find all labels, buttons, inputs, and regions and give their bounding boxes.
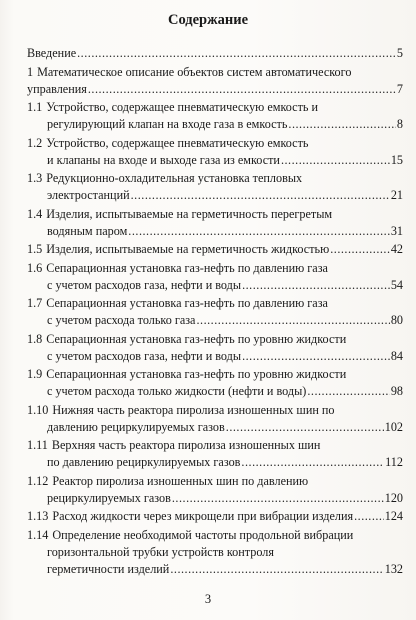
toc-leader-dots (288, 116, 396, 133)
toc-entry-title-cont: с учетом расходов газа, нефти и воды (47, 348, 242, 363)
toc-page-number: 102 (384, 419, 403, 434)
toc-leader-dots (128, 223, 390, 240)
toc-entry-number: 1.8 (27, 331, 43, 346)
toc-entry-title: Реактор пиролиза изношенных шин по давлению (52, 473, 309, 488)
toc-entry-number: 1.12 (27, 473, 49, 488)
toc-entry-1-1[interactable] (27, 99, 403, 133)
page-title: Содержание (167, 12, 249, 28)
toc-entry-title: Верхняя часть реактора пиролиза изношенных шин (51, 438, 321, 452)
toc-entry-1-14[interactable] (27, 527, 403, 578)
toc-entry-title-cont: и клапаны на входе и выходе газа из емкости (47, 152, 280, 167)
toc-page-number: 80 (390, 313, 403, 327)
toc-entry-1-5[interactable] (27, 241, 403, 258)
toc-entry-title: Сепарационная установка газ-нефть по давлению газа (46, 260, 328, 275)
toc-leader-dots (196, 312, 389, 329)
toc-entry-number: 1.7 (27, 296, 43, 310)
toc-entry-title-cont: с учетом расхода только газа (47, 313, 196, 327)
toc-entry-number: 1.11 (27, 438, 48, 452)
toc-entry-number: 1.5 (27, 242, 43, 256)
toc-entry-title: Редукционно-охладительная установка тепловых (46, 171, 303, 185)
toc-entry-title: Сепарационная установка газ-нефть по уровню жидкости (46, 367, 347, 381)
toc-entry-1-8[interactable] (27, 331, 403, 365)
toc-page-number: 15 (390, 152, 403, 167)
toc-entry-title: Математическое описание объектов систем автоматического (37, 64, 352, 79)
toc-entry-title: Изделия, испытываемые на герметичность жидкостью (46, 242, 330, 256)
toc-entry-title: Изделия, испытываемые на герметичность перегретым (46, 206, 333, 221)
toc-entry-number: 1 (27, 64, 34, 79)
toc-page-number: 8 (396, 117, 403, 131)
toc-entry-1[interactable] (27, 64, 403, 98)
toc-entry-title: Определение необходимой частоты продольной вибрации (52, 527, 354, 542)
toc-entry-1-10[interactable] (27, 402, 403, 436)
toc-entry-title-cont: электростанций (47, 188, 130, 202)
toc-leader-dots (330, 241, 390, 258)
toc-entry-1-9[interactable] (27, 366, 403, 400)
toc-leader-dots (242, 277, 390, 294)
toc-page-number: 124 (384, 509, 403, 523)
toc-entry-number: 1.4 (27, 206, 43, 221)
toc-entry-number: 1.10 (27, 402, 49, 417)
toc-entry-title: Устройство, содержащее пневматическую емкость и (46, 100, 319, 114)
toc-entry-title: Сепарационная установка газ-нефть по давлению газа (46, 296, 328, 310)
toc-page-number: 120 (384, 490, 403, 505)
toc-leader-dots (226, 419, 384, 436)
toc-page-number: 132 (384, 561, 403, 576)
toc-entry-1-2[interactable] (27, 135, 403, 169)
toc-entry-title: Расход жидкости через микрощели при вибрации изделия (52, 509, 354, 523)
toc-entry-title: Устройство, содержащее пневматическую емкость (46, 135, 309, 150)
toc-entry-number: 1.9 (27, 367, 43, 381)
toc-entry-number: 1.2 (27, 135, 43, 150)
toc-entry-title-cont: водяным паром (47, 223, 128, 238)
page-number: 3 (204, 592, 212, 606)
toc-entry-1-7[interactable] (27, 295, 403, 329)
toc-entry-title-cont: горизонтальной трубки устройств контроля (47, 544, 274, 559)
toc-entry-title-cont: рециркулируемых газов (47, 490, 171, 505)
toc-page-number: 42 (390, 242, 403, 256)
toc-entry-1-3[interactable] (27, 170, 403, 204)
toc-leader-dots (172, 490, 384, 507)
toc-page-number: 21 (390, 188, 403, 202)
toc-entry-title: Нижняя часть реактора пиролиза изношенных шин по (52, 402, 335, 417)
toc-entry-title-cont: регулирующий клапан на входе газа в емкость (47, 117, 288, 131)
toc-entry-title: Сепарационная установка газ-нефть по уровню жидкости (46, 331, 347, 346)
toc-leader-dots (281, 152, 390, 169)
toc-entry-title-cont: с учетом расходов газа, нефти и воды (47, 277, 242, 292)
toc-page-number: 98 (390, 384, 403, 398)
toc-entry-number: 1.1 (27, 100, 43, 114)
toc-leader-dots (77, 45, 396, 62)
toc-entry-title-cont: управления (27, 81, 87, 96)
toc-leader-dots (307, 383, 389, 400)
toc-leader-dots (170, 561, 383, 578)
toc-entry-number: 1.6 (27, 260, 43, 275)
toc-leader-dots (354, 508, 384, 525)
toc-entry-number: 1.13 (27, 509, 49, 523)
toc-page-number: 54 (390, 277, 403, 292)
table-of-contents (27, 45, 403, 579)
toc-entry-1-4[interactable] (27, 206, 403, 240)
toc-entry-1-12[interactable] (27, 473, 403, 507)
toc-entry-1-13[interactable] (27, 508, 403, 525)
toc-page-number: 5 (396, 46, 403, 60)
toc-entry-title-cont: давлению рециркулируемых газов (47, 419, 225, 434)
toc-page-number: 112 (385, 455, 403, 469)
toc-entry-number: 1.14 (27, 527, 49, 542)
toc-entry-title-cont: герметичности изделий (47, 561, 170, 576)
toc-page-number: 31 (390, 223, 403, 238)
toc-entry-title-cont: по давлению рециркулируемых газов (47, 455, 241, 469)
toc-leader-dots (131, 187, 390, 204)
toc-leader-dots (241, 454, 384, 471)
toc-entry-1-11[interactable] (27, 437, 403, 471)
toc-leader-dots (242, 348, 390, 365)
toc-entry-number: 1.3 (27, 171, 43, 185)
toc-page-number: 7 (396, 81, 403, 96)
toc-page-number: 84 (390, 348, 403, 363)
toc-entry-title: Введение (27, 46, 77, 60)
toc-entry-title-cont: с учетом расхода только жидкости (нефти и воды) (47, 384, 307, 398)
toc-leader-dots (88, 81, 396, 98)
toc-entry-1-6[interactable] (27, 260, 403, 294)
toc-entry-intro[interactable] (27, 45, 403, 62)
